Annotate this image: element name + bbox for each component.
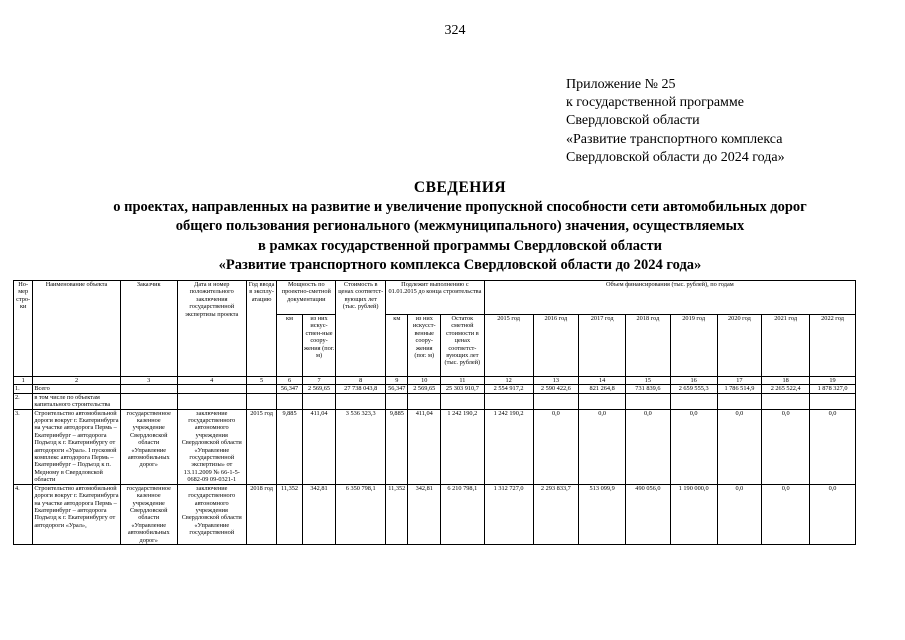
financing-value: 0,0 [670,409,717,484]
remaining-km: 11,352 [386,484,408,544]
header-cell: из них искус-ствен-ные соору-жения (пог. м) [302,315,336,377]
title-line: общего пользования регионального (межмуниципального) значения, осуществляемых [175,218,745,235]
financing-value: 0,0 [717,484,762,544]
page-bottom-edge [0,607,905,640]
financing-value: 0,0 [579,409,626,484]
financing-value [626,393,671,409]
commission-year: 2015 год [246,409,277,484]
object-name: Строительство автомобильной дороги вокруг г. Екатеринбурга на участке автодорога Пермь – Екатеринбург – автодорога Подъезд к г. Екатеринбургу от автодороги «Урал», [33,484,120,544]
header-cell: км [386,315,408,377]
year-header: 2017 год [579,315,626,377]
year-header: 2015 год [484,315,533,377]
header-cell: Наименование объекта [33,281,120,377]
capacity-structures: 411,04 [302,409,336,484]
header-cell: Подлежит выполнению с 01.01.2015 до конца строительства [386,281,485,315]
capacity-km: 11,352 [277,484,302,544]
capacity-structures [302,393,336,409]
remaining-cost [441,393,485,409]
header-cell: Дата и номер положительного заключения государственной экспертизы проекта [177,281,246,377]
financing-value [810,393,856,409]
document-title [40,178,880,276]
row-number: 1. [14,385,33,393]
annex-line: Свердловской области до 2024 года» [566,149,785,165]
header-cell: из них искусст-венные соору-жения (пог. м) [408,315,441,377]
header-cell: Стоимость в ценах соответст-вующих лет (тыс. рублей) [336,281,386,377]
financing-value: 0,0 [762,409,810,484]
year-header: 2022 год [810,315,856,377]
column-number: 8 [336,377,386,385]
financing-value: 2 659 555,3 [670,385,717,393]
conclusion: заключение государственного автономного учреждения Свердловской области «Управление государственной экспертизы» от 13.11.2009 № 66-1-5-0682-09 09-0321-1 [177,409,246,484]
column-number: 11 [441,377,485,385]
financing-value: 2 554 917,2 [484,385,533,393]
customer: государственное казенное учреждение Свердловской области «Управление автомобильных дорог» [120,484,177,544]
financing-value: 0,0 [717,409,762,484]
remaining-structures: 411,04 [408,409,441,484]
object-name: Всего [33,385,120,393]
remaining-km: 56,347 [386,385,408,393]
column-number: 7 [302,377,336,385]
column-number: 2 [33,377,120,385]
financing-value: 0,0 [810,409,856,484]
object-name: Строительство автомобильной дороги вокруг г. Екатеринбурга на участке автодорога Пермь – Екатеринбург – автодорога Подъезд к г. Екатеринбургу от автодороги «Урал». I пусковой комплекс автодорога Пермь – Екатеринбург – Подъезд к п. Медному в Свердловской области [34,409,119,484]
header-cell: Остаток сметной стоимости в ценах соответст-вующих лет (тыс. рублей) [441,315,485,377]
title-line: «Развитие транспортного комплекса Свердловской области до 2024 года» [218,257,702,274]
financing-value [670,393,717,409]
financing-value: 2 265 522,4 [762,385,810,393]
header-cell: км [277,315,302,377]
financing-value [717,393,762,409]
table-row [14,409,856,484]
capacity-km: 56,347 [277,385,302,393]
financing-value: 2 293 833,7 [533,484,579,544]
row-number: 3. [14,409,33,484]
cost [336,393,386,409]
remaining-km [386,393,408,409]
financing-value [762,393,810,409]
title-line: о проектах, направленных на развитие и увеличение пропускной способности сети автомобильных дорог [113,198,807,215]
title-line: в рамках государственной программы Свердловской области [258,237,662,254]
capacity-structures: 2 569,65 [302,385,336,393]
projects-table [13,280,856,545]
financing-value: 0,0 [533,409,579,484]
column-number: 10 [408,377,441,385]
column-number-row [14,377,856,385]
header-row [14,281,856,315]
financing-value: 1 242 190,2 [484,409,533,484]
financing-value: 0,0 [810,484,856,544]
financing-value: 1 312 727,0 [484,484,533,544]
column-number: 4 [177,377,246,385]
conclusion [177,393,246,409]
annex-block [566,76,785,167]
table-row [14,393,856,409]
object-name: в том числе по объектам капитального строительства [33,393,120,409]
financing-value: 1 786 514,9 [717,385,762,393]
customer: государственное казенное учреждение Свердловской области «Управление автомобильных дорог» [120,409,177,484]
annex-line: к государственной программе [566,95,744,111]
remaining-structures [408,393,441,409]
financing-value [484,393,533,409]
financing-value [533,393,579,409]
column-number: 17 [717,377,762,385]
conclusion: заключение государственного автономного учреждения Свердловской области «Управление государственной [177,484,246,544]
column-number: 3 [120,377,177,385]
financing-value: 731 839,6 [626,385,671,393]
financing-value: 1 878 327,0 [810,385,856,393]
table-row [14,484,856,544]
title-heading: СВЕДЕНИЯ [413,179,507,196]
customer [120,385,177,393]
annex-line: Свердловской области [566,113,700,129]
column-number: 1 [14,377,33,385]
remaining-cost: 6 210 798,1 [441,484,485,544]
conclusion [177,385,246,393]
year-header: 2019 год [670,315,717,377]
row-number: 4. [14,484,33,544]
capacity-structures: 342,81 [302,484,336,544]
column-number: 13 [533,377,579,385]
column-number: 9 [386,377,408,385]
financing-value: 1 190 000,0 [670,484,717,544]
row-number: 2. [14,393,33,409]
year-header: 2020 год [717,315,762,377]
capacity-km [277,393,302,409]
year-header: 2021 год [762,315,810,377]
column-number: 15 [626,377,671,385]
column-number: 18 [762,377,810,385]
remaining-cost: 25 303 910,7 [441,385,485,393]
financing-value: 2 590 422,6 [533,385,579,393]
header-cell: Мощность по проектно-сметной документации [277,281,336,315]
annex-line: «Развитие транспортного комплекса [566,131,783,147]
header-cell: Год ввода в эксплу-атацию [246,281,277,377]
commission-year [246,393,277,409]
remaining-km: 9,885 [386,409,408,484]
column-number: 16 [670,377,717,385]
header-cell: Объем финансирования (тыс. рублей), по годам [484,281,855,315]
customer [120,393,177,409]
column-number: 14 [579,377,626,385]
cost: 6 350 798,1 [336,484,386,544]
commission-year [246,385,277,393]
commission-year: 2018 год [246,484,277,544]
annex-line: Приложение № 25 [566,77,676,92]
remaining-structures: 342,81 [408,484,441,544]
remaining-cost: 1 242 190,2 [441,409,485,484]
page-number: 324 [444,23,466,38]
remaining-structures: 2 569,65 [408,385,441,393]
column-number: 6 [277,377,302,385]
financing-value: 513 099,9 [579,484,626,544]
header-cell: Заказчик [120,281,177,377]
column-number: 19 [810,377,856,385]
column-number: 12 [484,377,533,385]
financing-value: 490 056,0 [626,484,671,544]
financing-value: 821 264,8 [579,385,626,393]
capacity-km: 9,885 [277,409,302,484]
table-row [14,385,856,393]
cost: 27 738 043,8 [336,385,386,393]
column-number: 5 [246,377,277,385]
financing-value [579,393,626,409]
year-header: 2018 год [626,315,671,377]
header-cell: Но-мер стро-ки [14,281,33,377]
financing-value: 0,0 [626,409,671,484]
year-header: 2016 год [533,315,579,377]
financing-value: 0,0 [762,484,810,544]
cost: 3 536 323,3 [336,409,386,484]
